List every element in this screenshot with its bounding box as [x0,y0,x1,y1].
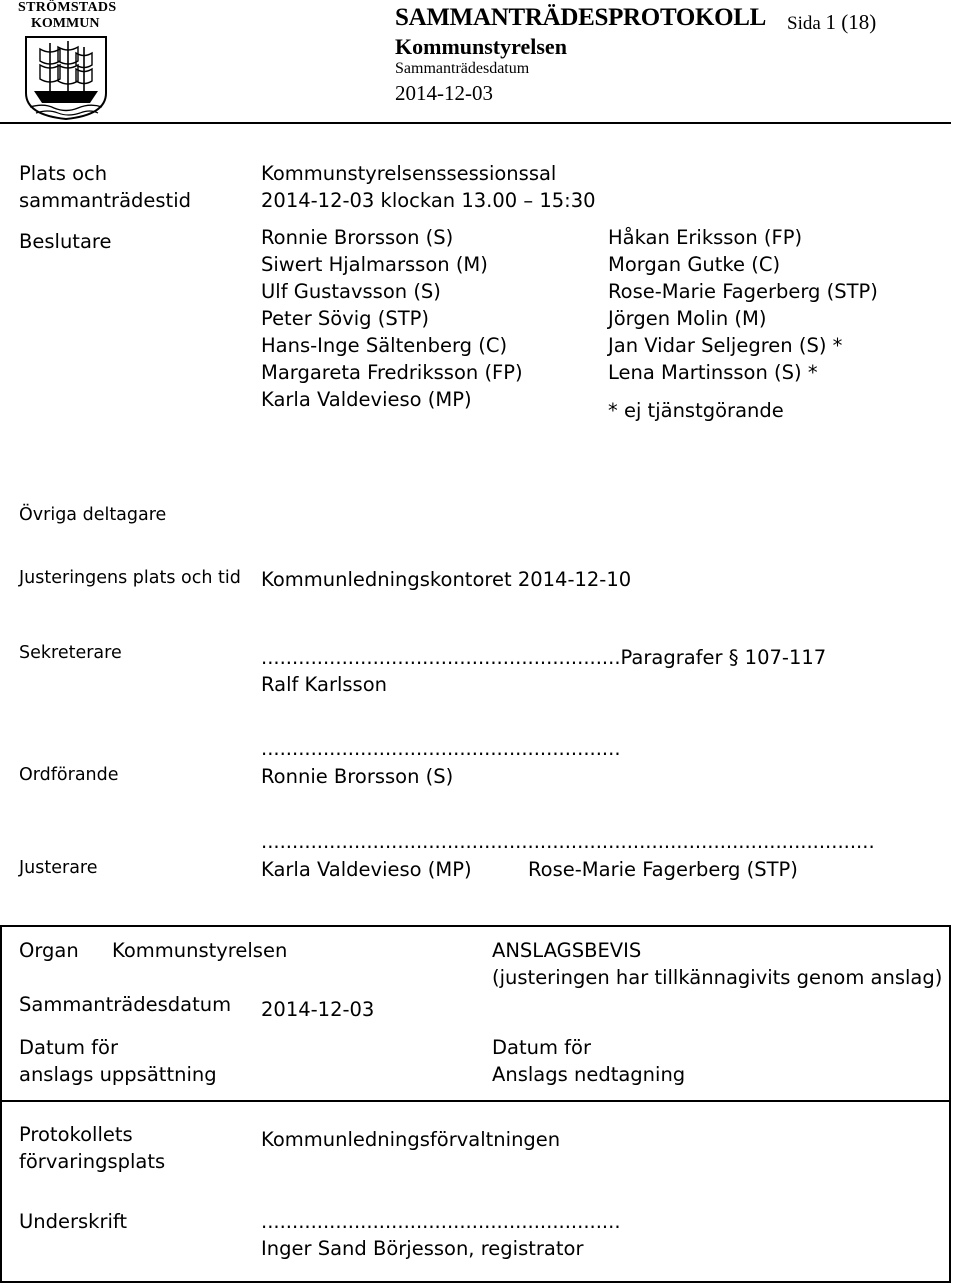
organ-value: Kommunstyrelsen [112,939,288,962]
others-label: Övriga deltagare [19,505,167,525]
deciders-list-left [261,224,523,413]
posting-date-label: Datum för anslags uppsättning [19,1036,217,1086]
header-divider [0,122,951,124]
decider-name: Siwert Hjalmarsson (M) [261,253,488,276]
decider-name: Ulf Gustavsson (S) [261,280,441,303]
decider-name: Margareta Fredriksson (FP) [261,361,523,384]
storage-value: Kommunledningsförvaltningen [261,1128,561,1151]
adjuster-name-2: Rose-Marie Fagerberg (STP) [528,858,798,881]
document-title: SAMMANTRÄDESPROTOKOLL [395,4,767,31]
decider-name: Karla Valdevieso (MP) [261,388,472,411]
place-time-label: Plats och sammanträdestid [19,162,191,212]
meeting-date-value: 2014-12-03 [395,81,493,105]
municipality-line-2: KOMMUN [31,16,100,31]
adjuster-label: Justerare [19,858,98,878]
decider-name: Rose-Marie Fagerberg (STP) [608,280,878,303]
decider-name: Peter Sövig (STP) [261,307,430,330]
notice-divider [2,1100,949,1102]
chair-name: Ronnie Brorsson (S) [261,765,454,788]
deciders-list-right [608,224,878,386]
decider-name: Hans-Inge Sältenberg (C) [261,334,508,357]
signature-dots: .......................................................... [261,646,621,669]
decider-name: Jörgen Molin (M) [608,307,767,330]
adjuster-name-1: Karla Valdevieso (MP) [261,858,472,881]
notice-title: ANSLAGSBEVIS (justeringen har tillkännagivits genom anslag) [492,939,943,989]
notice-date-value: 2014-12-03 [261,998,375,1021]
secretary-label: Sekreterare [19,643,122,663]
place-time-value: Kommunstyrelsenssessionssal 2014-12-03 klockan 13.00 – 15:30 [261,162,596,212]
registrar-signature-dots: .......................................................... [261,1210,621,1233]
decider-name: Jan Vidar Seljegren (S) * [608,334,843,357]
secretary-signature-line [261,644,826,671]
registrar-name: Inger Sand Börjesson, registrator [261,1237,584,1260]
storage-label: Protokollets förvaringsplats [19,1123,166,1173]
adjuster-signature-dots: ................................................................................................... [261,830,875,853]
municipality-line-1: STRÖMSTADS [18,0,117,15]
decider-name: Ronnie Brorsson (S) [261,226,454,249]
secretary-name: Ralf Karlsson [261,673,387,696]
chair-label: Ordförande [19,765,119,785]
adjustment-label: Justeringens plats och tid [19,568,241,588]
decider-name: Håkan Eriksson (FP) [608,226,803,249]
body-name: Kommunstyrelsen [395,34,567,59]
organ-label: Organ [19,939,79,962]
paragraphs-text: Paragrafer § 107-117 [620,646,827,669]
not-serving-note: * ej tjänstgörande [608,399,784,422]
page-number: 1 (18) [825,10,877,34]
page-label: Sida [787,13,821,34]
notice-date-label: Sammanträdesdatum [19,993,232,1016]
coat-of-arms-logo [24,35,108,121]
page-indicator [787,10,876,35]
adjustment-value: Kommunledningskontoret 2014-12-10 [261,568,632,591]
removal-date-label: Datum för Anslags nedtagning [492,1036,686,1086]
meeting-date-label: Sammanträdesdatum [395,60,530,77]
deciders-label: Beslutare [19,230,112,253]
signature-label: Underskrift [19,1210,128,1233]
chair-signature-dots: .......................................................... [261,737,621,760]
decider-name: Lena Martinsson (S) * [608,361,818,384]
decider-name: Morgan Gutke (C) [608,253,781,276]
